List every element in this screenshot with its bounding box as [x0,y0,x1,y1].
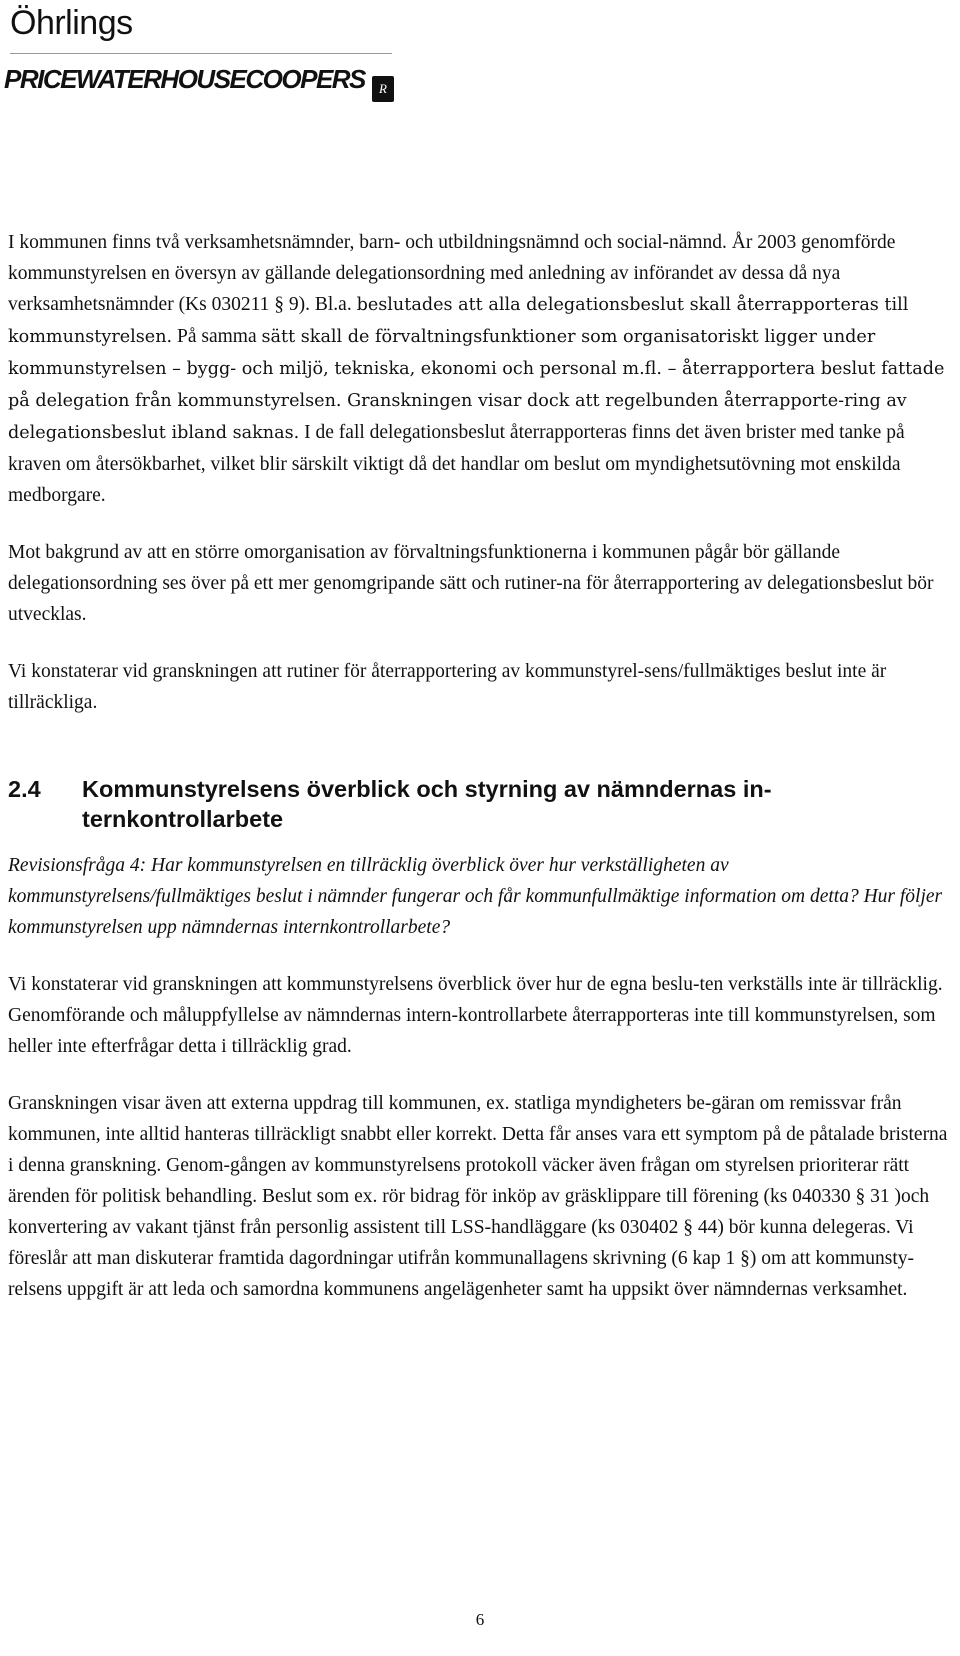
paragraph-conclusion: Vi konstaterar vid granskningen att rutiner för återrapportering av kommunstyrel-sens/fullmäktiges beslut inte är tillräckliga. [8,661,887,713]
paragraph-text: I kommunen finns två verksamhetsnämnder, barn- och utbildningsnämnd och social-nämnd. År 2003 genomförde kommunstyrelsen en översyn av gällande delegationsordning med anledning av införandet av dessa då nya verksamhetsnämnder (Ks 030211 § 9). Bl.a. [8,232,896,315]
page-number: 6 [475,1610,485,1629]
document-body [8,227,954,1305]
paragraph-delegation [8,227,954,511]
section-number: 2.4 [8,776,41,802]
paragraph-text: beslutades att alla delegationsbeslut skall återrapporteras till kommunstyrelsen. [8,295,909,347]
paragraph-external-assignments: Granskningen visar även att externa uppdrag till kommunen, ex. statliga myndigheters be-gäran om remissvar från kommunen, inte alltid hanteras tillräckligt snabbt eller korrekt. Detta får anses vara ett symptom på de påtalade bristerna i denna granskning. Genom-gången av kommunstyrelsens protokoll väcker även frågan om styrelsen prioriterar rätt ärenden för politisk behandling. Beslut som ex. rör bidrag för inköp av gräsklippare till förening (ks 040330 § 31 )och konvertering av vakant tjänst från personlig assistent till LSS-handläggare (ks 030402 § 44) bör kunna delegeras. Vi föreslår att man diskuterar framtida dagordningar utifrån kommunallagens skrivning (6 kap 1 §) om att kommunsty-relsens uppgift är att leda och samordna kommunens angelägenheter samt ha uppsikt över nämndernas verksamhet. [8,1093,948,1300]
paragraph-text: På samma [172,326,257,347]
paragraph-overview: Vi konstaterar vid granskningen att kommunstyrelsens överblick över hur de egna beslu-ten verkställs inte är tillräcklig. Genomförande och måluppfyllelse av nämndernas intern-kontrollarbete återrapporteras inte till kommunstyrelsen, som heller inte efterfrågar detta i tillräcklig grad. [8,974,943,1057]
firm-name: PRICEWATERHOUSECOOPERS [4,64,365,94]
section-title: Kommunstyrelsens överblick och styrning av nämndernas in-ternkontrollarbete [82,776,772,832]
registered-mark-icon: R [372,76,394,102]
paragraph-reorganisation: Mot bakgrund av att en större omorganisation av förvaltningsfunktionerna i kommunen pågår bör gällande delegationsordning ses över på ett mer genomgripande sätt och rutiner-na för återrapportering av delegationsbeslut bör utvecklas. [8,542,934,625]
audit-question: Revisionsfråga 4: Har kommunstyrelsen en tillräcklig överblick över hur verkställigheten av kommunstyrelsens/fullmäktiges beslut i nämnder fungerar och får kommunfullmäktige information om detta? Hur följer kommunstyrelsen upp nämndernas internkontrollarbete? [8,855,943,938]
brand-name: Öhrlings [10,4,133,42]
paragraph-text: I de fall delegationsbeslut återrapporteras finns det även brister med tanke på kraven om återsökbarhet, vilket blir särskilt viktigt då det handlar om beslut om myndighetsutövning mot enskilda medborgare. [8,422,905,506]
section-heading [8,774,954,834]
logo-divider [10,53,392,54]
paragraph-text: sätt skall de förvaltningsfunktioner som organisatoriskt ligger under kommunstyrelsen – bygg- och miljö, tekniska, ekonomi och personal m.fl. – återrapportera beslut fattade på delegation från kommunstyrelsen. Granskningen visar dock att regelbunden återrapporte-ring av delegationsbeslut ibland saknas. [8,327,945,443]
